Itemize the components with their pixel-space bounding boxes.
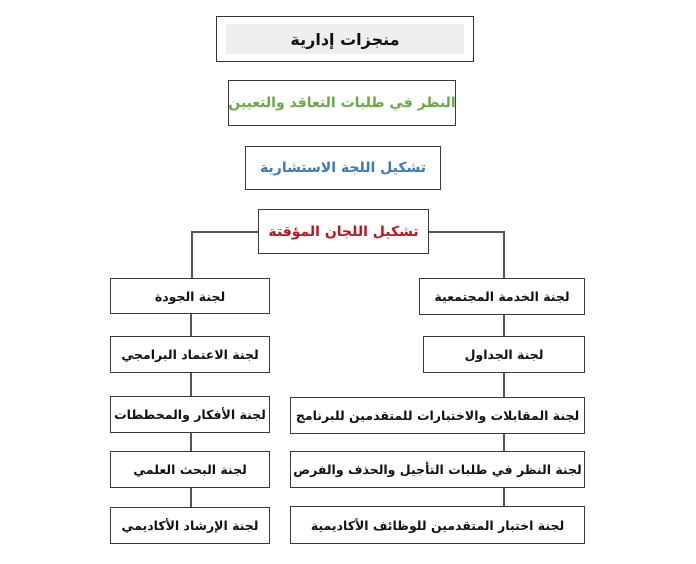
committee-label: لجنة الأفكار والمخططات (114, 407, 266, 422)
right-committee-box (290, 397, 585, 434)
left-committee-box (110, 507, 270, 544)
committee-label: لجنة اختبار المتقدمين للوظائف الأكاديمية (310, 517, 565, 533)
contracting-box (228, 80, 456, 126)
temporary-committees-box (258, 209, 429, 254)
temporary-committees-label: تشكيل اللجان المؤقتة (268, 223, 419, 240)
left-committee-box (110, 278, 270, 314)
committee-label: لجنة البحث العلمي (133, 462, 247, 477)
committee-label: لجنة النظر في طلبات التأجيل والحذف والفرص (293, 462, 582, 477)
committee-label: لجنة الجودة (154, 288, 226, 304)
left-committee-box (110, 451, 270, 488)
advisory-box (245, 146, 441, 190)
title-label: منجزات إدارية (290, 29, 400, 49)
title-box (216, 16, 474, 62)
connector-right-vertical (503, 231, 505, 278)
committee-label: لجنة الخدمة المجتمعية (434, 289, 570, 304)
committee-label: لجنة الجداول (464, 347, 544, 362)
committee-label: لجنة الاعتماد البرامجي (121, 347, 259, 362)
connector-right-horizontal (429, 231, 505, 233)
right-committee-box (423, 336, 585, 373)
contracting-label: النظر في طلبات التعاقد والتعيين (228, 95, 456, 111)
advisory-label: تشكيل اللجة الاستشارية (260, 160, 426, 176)
connector-left-horizontal (191, 231, 258, 233)
connector-left-vertical (191, 231, 193, 278)
committee-label: لجنة المقابلات والاختبارات للمتقدمين للبرنامج (295, 408, 580, 423)
right-committee-box (290, 451, 585, 488)
right-committee-box (419, 278, 585, 315)
title-fill (226, 24, 464, 54)
left-committee-box (110, 336, 270, 373)
right-committee-box (290, 506, 585, 544)
left-committee-box (110, 396, 270, 433)
committee-label: لجنة الإرشاد الأكاديمي (121, 518, 259, 533)
